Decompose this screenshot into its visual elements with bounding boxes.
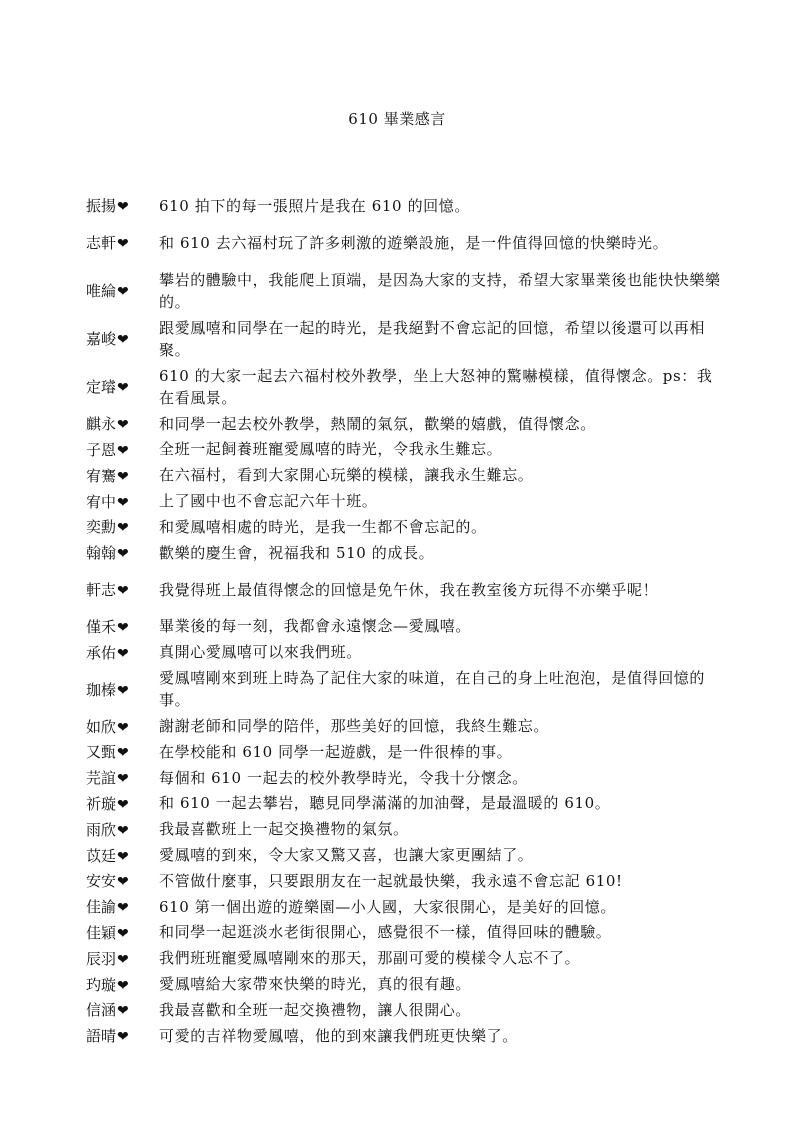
list-item: [86, 267, 726, 315]
message-text: 610 第一個出遊的遊樂園—小人國，大家很開心，是美好的回憶。: [159, 897, 617, 916]
entry-list: [86, 193, 726, 1049]
heart-icon: ❤: [117, 468, 129, 485]
page-title: 610 畢業感言: [348, 110, 446, 128]
list-item: [86, 363, 726, 411]
student-name: [86, 516, 159, 537]
student-name-text: 安安: [86, 872, 117, 891]
message-text: 愛鳳嘻的到來，令大家又驚又喜，也讓大家更團結了。: [159, 846, 534, 865]
list-item: [86, 437, 726, 463]
heart-icon: ❤: [117, 494, 129, 511]
list-item: [86, 1023, 726, 1049]
student-name: [86, 716, 159, 737]
list-item: [86, 566, 726, 614]
student-name: [86, 232, 159, 253]
message-text: 我最喜歡班上一起交換禮物的氣氛。: [159, 820, 409, 839]
message-text: 上了國中也不會忘記六年十班。: [159, 492, 378, 511]
heart-icon: ❤: [117, 645, 129, 662]
list-item: [86, 739, 726, 765]
message-text: 可愛的吉祥物愛鳳嘻，他的到來讓我們班更快樂了。: [159, 1026, 518, 1045]
list-item: [86, 488, 726, 514]
message-text: 和同學一起逛淡水老街很開心，感覺很不一樣，值得回味的體驗。: [159, 923, 612, 942]
list-item: [86, 193, 726, 219]
student-name-text: 奕勳: [86, 518, 117, 537]
student-name: [86, 845, 159, 866]
message-text: 跟愛鳳嘻和同學在一起的時光，是我絕對不會忘記的回憶，希望以後還可以再相聚。: [159, 318, 706, 359]
heart-icon: ❤: [117, 745, 129, 762]
student-name-text: 志軒: [86, 234, 117, 253]
heart-icon: ❤: [117, 874, 129, 891]
student-name: [86, 1025, 159, 1046]
student-name: [86, 439, 159, 460]
student-name: [86, 579, 159, 600]
student-name-text: 定璿: [86, 378, 117, 397]
list-item: [86, 411, 726, 437]
heart-icon: ❤: [117, 583, 129, 600]
list-item: [86, 765, 726, 791]
heart-icon: ❤: [117, 284, 129, 301]
heart-icon: ❤: [117, 977, 129, 994]
message-text: 愛鳳嘻給大家帶來快樂的時光，真的很有趣。: [159, 975, 472, 994]
student-name-text: 振揚: [86, 197, 117, 216]
list-item: [86, 713, 726, 739]
heart-icon: ❤: [117, 822, 129, 839]
heart-icon: ❤: [117, 848, 129, 865]
list-item: [86, 997, 726, 1023]
student-name: [86, 491, 159, 512]
heart-icon: ❤: [117, 199, 129, 216]
list-item: [86, 315, 726, 363]
student-name: [86, 542, 159, 563]
heart-icon: ❤: [117, 332, 129, 349]
student-name-text: 佳諭: [86, 898, 117, 917]
message-text: 我覺得班上最值得懷念的回憶是免午休，我在教室後方玩得不亦樂乎呢！: [159, 580, 659, 599]
list-item: [86, 816, 726, 842]
student-name: [86, 328, 159, 349]
student-name: [86, 376, 159, 397]
message-text: 每個和 610 一起去的校外教學時光，令我十分懷念。: [159, 768, 528, 787]
heart-icon: ❤: [117, 619, 129, 636]
heart-icon: ❤: [117, 900, 129, 917]
student-name-text: 嘉峻: [86, 330, 117, 349]
student-name: [86, 280, 159, 301]
heart-icon: ❤: [117, 236, 129, 253]
student-name-text: 祈璇: [86, 794, 117, 813]
heart-icon: ❤: [117, 925, 129, 942]
message-text: 愛鳳嘻剛來到班上時為了記住大家的味道，在自己的身上吐泡泡，是值得回憶的事。: [159, 669, 706, 710]
message-text: 歡樂的慶生會，祝福我和 510 的成長。: [159, 543, 435, 562]
student-name: [86, 616, 159, 637]
heart-icon: ❤: [117, 1003, 129, 1020]
student-name: [86, 974, 159, 995]
message-text: 畢業後的每一刻，我都會永遠懷念—愛鳳嘻。: [159, 617, 472, 636]
student-name-text: 辰羽: [86, 949, 117, 968]
student-name-text: 苡廷: [86, 846, 117, 865]
student-name-text: 珈榛: [86, 680, 117, 699]
student-name-text: 麒永: [86, 415, 117, 434]
student-name-text: 如欣: [86, 717, 117, 736]
heart-icon: ❤: [117, 682, 129, 699]
student-name: [86, 896, 159, 917]
student-name-text: 語晴: [86, 1027, 117, 1046]
message-text: 和 610 去六福村玩了許多刺激的遊樂設施，是一件值得回憶的快樂時光。: [159, 233, 669, 252]
student-name-text: 承佑: [86, 643, 117, 662]
heart-icon: ❤: [117, 951, 129, 968]
heart-icon: ❤: [117, 520, 129, 537]
student-name-text: 軒志: [86, 581, 117, 600]
student-name: [86, 465, 159, 486]
message-text: 在六福村，看到大家開心玩樂的模樣，讓我永生難忘。: [159, 466, 534, 485]
list-item: [86, 920, 726, 946]
heart-icon: ❤: [117, 796, 129, 813]
list-item: [86, 614, 726, 640]
message-text: 攀岩的體驗中，我能爬上頂端，是因為大家的支持，希望大家畢業後也能快快樂樂的。: [159, 270, 721, 311]
heart-icon: ❤: [117, 442, 129, 459]
student-name-text: 芫誼: [86, 769, 117, 788]
message-text: 和同學一起去校外教學，熱鬧的氣氛，歡樂的嬉戲，值得懷念。: [159, 414, 596, 433]
message-text: 我們班班寵愛鳳嘻剛來的那天，那副可愛的模樣令人忘不了。: [159, 949, 581, 968]
message-text: 610 的大家一起去六福村校外教學，坐上大怒神的驚嚇模樣，值得懷念。ps：我在看風景。: [159, 366, 713, 407]
student-name-text: 信涵: [86, 1001, 117, 1020]
heart-icon: ❤: [117, 719, 129, 736]
student-name: [86, 195, 159, 216]
student-name-text: 子恩: [86, 440, 117, 459]
list-item: [86, 219, 726, 267]
heart-icon: ❤: [117, 546, 129, 563]
message-text: 和愛鳳嘻相處的時光，是我一生都不會忘記的。: [159, 517, 487, 536]
student-name: [86, 679, 159, 700]
list-item: [86, 894, 726, 920]
student-name-text: 佳穎: [86, 923, 117, 942]
list-item: [86, 514, 726, 540]
list-item: [86, 791, 726, 817]
message-text: 全班一起飼養班寵愛鳳嘻的時光，令我永生難忘。: [159, 440, 503, 459]
list-item: [86, 665, 726, 713]
heart-icon: ❤: [117, 1029, 129, 1046]
student-name: [86, 793, 159, 814]
heart-icon: ❤: [117, 380, 129, 397]
message-text: 真開心愛鳳嘻可以來我們班。: [159, 643, 362, 662]
heart-icon: ❤: [117, 771, 129, 788]
list-item: [86, 945, 726, 971]
message-text: 610 拍下的每一張照片是我在 610 的回憶。: [159, 196, 470, 215]
student-name-text: 玓璇: [86, 975, 117, 994]
student-name-text: 翰翰: [86, 544, 117, 563]
list-item: [86, 540, 726, 566]
message-text: 在學校能和 610 同學一起遊戲，是一件很棒的事。: [159, 742, 513, 761]
student-name-text: 雨欣: [86, 820, 117, 839]
message-text: 不管做什麼事，只要跟朋友在一起就最快樂，我永遠不會忘記 610!: [159, 871, 623, 890]
list-item: [86, 462, 726, 488]
student-name: [86, 922, 159, 943]
student-name: [86, 819, 159, 840]
heart-icon: ❤: [117, 417, 129, 434]
student-name: [86, 767, 159, 788]
list-item: [86, 868, 726, 894]
message-text: 我最喜歡和全班一起交換禮物，讓人很開心。: [159, 1000, 472, 1019]
list-item: [86, 639, 726, 665]
student-name: [86, 413, 159, 434]
student-name: [86, 741, 159, 762]
student-name-text: 僅禾: [86, 617, 117, 636]
student-name-text: 宥騫: [86, 466, 117, 485]
student-name-text: 宥中: [86, 492, 117, 511]
student-name: [86, 948, 159, 969]
student-name-text: 唯綸: [86, 282, 117, 301]
message-text: 和 610 一起去攀岩，聽見同學滿滿的加油聲，是最溫暖的 610。: [159, 794, 611, 813]
student-name: [86, 999, 159, 1020]
student-name-text: 又甄: [86, 743, 117, 762]
list-item: [86, 971, 726, 997]
list-item: [86, 842, 726, 868]
student-name: [86, 870, 159, 891]
student-name: [86, 642, 159, 663]
message-text: 謝謝老師和同學的陪伴，那些美好的回憶，我終生難忘。: [159, 717, 550, 736]
